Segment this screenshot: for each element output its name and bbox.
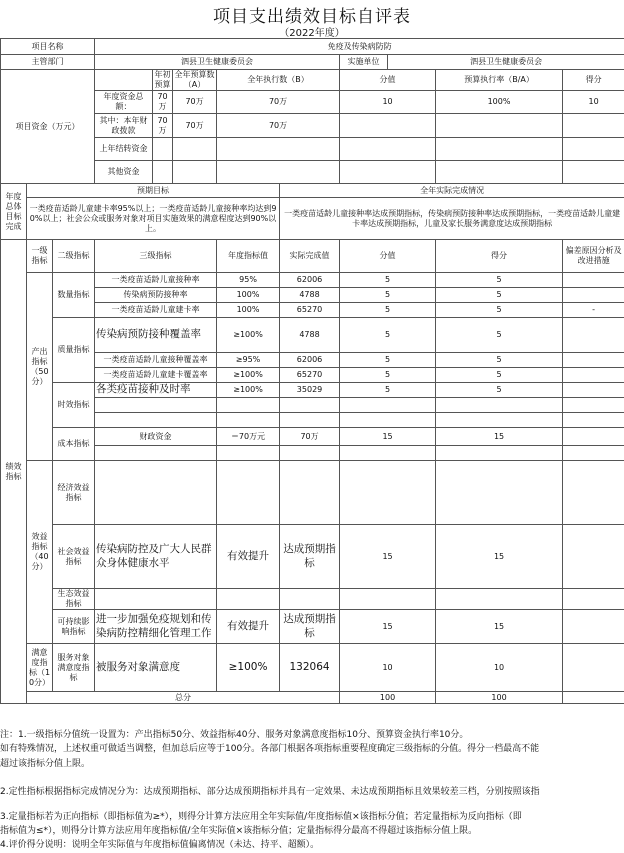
timeliness-label: 时效指标 xyxy=(53,383,95,428)
sustainable-row-annual: 有效提升 xyxy=(217,610,280,644)
quantity-row-name: 传染病预防接种率 xyxy=(95,288,217,303)
cost-row-score: 15 xyxy=(436,428,563,446)
perf-header-l1: 一级指标 xyxy=(27,240,53,273)
funds-header-executed: 全年执行数（B） xyxy=(217,70,340,91)
funds-label: 项目资金（万元） xyxy=(1,70,95,184)
funds-total-score: 10 xyxy=(563,91,624,114)
note-1b: 如有特殊情况，上述权重可做适当调整，但加总后应等于100分。各部门根据各项指标重要程度确定三级指标的分值。得分一档最高不能 xyxy=(0,744,540,755)
note-1a: 注：1.一级指标分值统一设置为：产出指标50分、效益指标40分、服务对象满意度指标10分、预算资金执行率10分。 xyxy=(0,730,469,740)
ecological-label: 生态效益指标 xyxy=(53,589,95,610)
perf-header-actual: 实际完成值 xyxy=(280,240,340,273)
sustainable-row-name: 进一步加强免疫规划和传染病防控精细化管理工作 xyxy=(95,610,217,644)
quantity-row-reason xyxy=(563,273,624,288)
quantity-row-actual: 65270 xyxy=(280,303,340,318)
quality-row-name: 传染病预防接种覆盖率 xyxy=(95,318,217,353)
satisfaction-row-name: 被服务对象满意度 xyxy=(95,644,217,692)
quality-row-actual: 62006 xyxy=(280,353,340,368)
quantity-row-value: 5 xyxy=(340,303,436,318)
funds-other-label: 其他资金 xyxy=(95,161,153,184)
satisfaction-row-actual: 132064 xyxy=(280,644,340,692)
project-name-value: 免疫及传染病防防 xyxy=(95,39,624,55)
sustainable-row-actual: 达成预期指标 xyxy=(280,610,340,644)
funds-total-score-value: 10 xyxy=(340,91,436,114)
social-row-score: 15 xyxy=(436,525,563,589)
quality-row-score: 5 xyxy=(436,353,563,368)
quantity-row-annual: 95% xyxy=(217,273,280,288)
cost-row-annual: ＝70万元 xyxy=(217,428,280,446)
overall-actual-header: 全年实际完成情况 xyxy=(280,184,624,198)
perf-header-score-value: 分值 xyxy=(340,240,436,273)
sustainable-row-value: 15 xyxy=(340,610,436,644)
quality-row-annual: ≥95% xyxy=(217,353,280,368)
cost-label: 成本指标 xyxy=(53,428,95,461)
cost-row-value: 15 xyxy=(340,428,436,446)
satisfaction-row-value: 10 xyxy=(340,644,436,692)
quantity-row-actual: 62006 xyxy=(280,273,340,288)
quantity-row-score: 5 xyxy=(436,273,563,288)
quality-row-name: 一类疫苗适龄儿童接种覆盖率 xyxy=(95,353,217,368)
quantity-row-reason: - xyxy=(563,303,624,318)
funds-header-score-value: 分值 xyxy=(340,70,436,91)
dept-label: 主管部门 xyxy=(1,55,95,70)
quantity-row-value: 5 xyxy=(340,288,436,303)
project-name-label: 项目名称 xyxy=(1,39,95,55)
perf-header-score: 得分 xyxy=(436,240,563,273)
overall-expected: 一类疫苗适龄儿童建卡率95%以上；一类疫苗适龄儿童接种率均达到90%以上；社会公众或服务对象对项目实施效果的满意程度达到90%以上。 xyxy=(27,198,280,240)
funds-carryover-label: 上年结转资金 xyxy=(95,138,153,161)
quantity-row-score: 5 xyxy=(436,288,563,303)
funds-total-executed: 70万 xyxy=(217,91,340,114)
quality-row-annual: ≥100% xyxy=(217,368,280,383)
timeliness-row-score: 5 xyxy=(436,383,563,398)
dept-value: 泗县卫生健康委员会 xyxy=(95,55,340,70)
funds-total-label: 年度资金总额： xyxy=(95,91,153,114)
funds-fiscal-label: 其中：本年财政拨款 xyxy=(95,114,153,138)
document-year: （2022年度） xyxy=(279,28,345,39)
economic-label: 经济效益指标 xyxy=(53,461,95,525)
benefit-label: 效益指标（40分） xyxy=(27,461,53,644)
satisfaction-row-annual: ≥100% xyxy=(217,644,280,692)
funds-total-rate: 100% xyxy=(436,91,563,114)
quantity-row-value: 5 xyxy=(340,273,436,288)
quality-row-actual: 65270 xyxy=(280,368,340,383)
social-label: 社会效益指标 xyxy=(53,525,95,589)
total-score: 100 xyxy=(436,692,563,704)
cost-row-actual: 70万 xyxy=(280,428,340,446)
perf-label: 绩效指标 xyxy=(1,240,27,704)
note-1c: 超过该指标分值上限。 xyxy=(0,758,91,769)
quantity-row-reason xyxy=(563,288,624,303)
quality-row-value: 5 xyxy=(340,368,436,383)
sustainable-row-score: 15 xyxy=(436,610,563,644)
satisfaction-label: 满意度指标（10分） xyxy=(27,644,53,692)
perf-header-reason: 偏差原因分析及改进措施 xyxy=(563,240,624,273)
satisfaction-sub-label: 服务对象满意度指标 xyxy=(53,644,95,692)
social-row-value: 15 xyxy=(340,525,436,589)
quality-row-annual: ≥100% xyxy=(217,318,280,353)
quality-row-value: 5 xyxy=(340,318,436,353)
impl-label: 实施单位 xyxy=(340,55,388,70)
quality-row-score: 5 xyxy=(436,318,563,353)
funds-header-rate: 预算执行率（B/A） xyxy=(436,70,563,91)
funds-header-score: 得分 xyxy=(563,70,624,91)
funds-total-annual: 70万 xyxy=(173,91,217,114)
quantity-row-name: 一类疫苗适龄儿童建卡率 xyxy=(95,303,217,318)
funds-fiscal-executed: 70万 xyxy=(217,114,340,138)
overall-label: 年度总体目标完成 xyxy=(1,184,27,240)
funds-fiscal-initial: 70万 xyxy=(153,114,173,138)
overall-actual: 一类疫苗适龄儿童接种率达成预期指标，传染病预防接种率达成预期指标，一类疫苗适龄儿童建卡率达成预期指标，儿童及家长服务满意度达成预期指标 xyxy=(280,198,624,240)
quantity-row-annual: 100% xyxy=(217,288,280,303)
social-row-actual: 达成预期指标 xyxy=(280,525,340,589)
perf-header-l2: 二级指标 xyxy=(53,240,95,273)
satisfaction-row-score: 10 xyxy=(436,644,563,692)
social-row-name: 传染病防控及广大人民群众身体健康水平 xyxy=(95,525,217,589)
document-title: 项目支出绩效目标自评表 xyxy=(213,7,411,27)
note-3a: 3.定量指标若为正向指标（即指标值为≥*），则得分计算方法应用全年实际值/年度指标值×该指标分值；若定量指标为反向指标（即 xyxy=(0,811,522,822)
cost-row-name: 财政资金 xyxy=(95,428,217,446)
timeliness-row-name: 各类疫苗接种及时率 xyxy=(95,383,217,398)
quality-row-actual: 4788 xyxy=(280,318,340,353)
total-label: 总分 xyxy=(27,692,340,704)
quantity-row-score: 5 xyxy=(436,303,563,318)
output-label: 产出指标（50分） xyxy=(27,273,53,461)
evaluation-table xyxy=(0,38,624,704)
social-row-annual: 有效提升 xyxy=(217,525,280,589)
funds-header-initial: 年初预算 xyxy=(154,70,171,89)
note-3b: 指标值为≤*），则得分计算方法应用年度指标值/全年实际值×该指标分值；定量指标得分最高不得超过该指标分值上限。 xyxy=(0,825,478,836)
timeliness-row-value: 5 xyxy=(340,383,436,398)
timeliness-row-actual: 35029 xyxy=(280,383,340,398)
quality-row-score: 5 xyxy=(436,368,563,383)
quality-row-value: 5 xyxy=(340,353,436,368)
quality-row-name: 一类疫苗适龄儿童建卡覆盖率 xyxy=(95,368,217,383)
sustainable-label: 可持续影响指标 xyxy=(53,610,95,644)
funds-fiscal-annual: 70万 xyxy=(173,114,217,138)
funds-total-initial: 70万 xyxy=(153,91,173,114)
impl-value: 泗县卫生健康委员会 xyxy=(388,55,624,70)
perf-header-annual: 年度指标值 xyxy=(217,240,280,273)
quality-label: 质量指标 xyxy=(53,318,95,383)
quantity-label: 数量指标 xyxy=(53,273,95,318)
total-value: 100 xyxy=(340,692,436,704)
note-2: 2.定性指标根据指标完成情况分为：达成预期指标、部分达成预期指标并具有一定效果、未达成预期指标且效果较差三档，分别按照该指 xyxy=(0,787,540,798)
note-4: 4.评价得分说明：说明全年实际值与年度指标值偏离情况（未达、持平、超额）。 xyxy=(0,840,320,851)
quantity-row-annual: 100% xyxy=(217,303,280,318)
notes xyxy=(0,728,624,853)
perf-header-l3: 三级指标 xyxy=(95,240,217,273)
overall-expected-header: 预期目标 xyxy=(27,184,280,198)
funds-header-annual: 全年预算数（A） xyxy=(174,70,215,89)
quantity-row-actual: 4788 xyxy=(280,288,340,303)
timeliness-row-annual: ≥100% xyxy=(217,383,280,398)
quantity-row-name: 一类疫苗适龄儿童接种率 xyxy=(95,273,217,288)
